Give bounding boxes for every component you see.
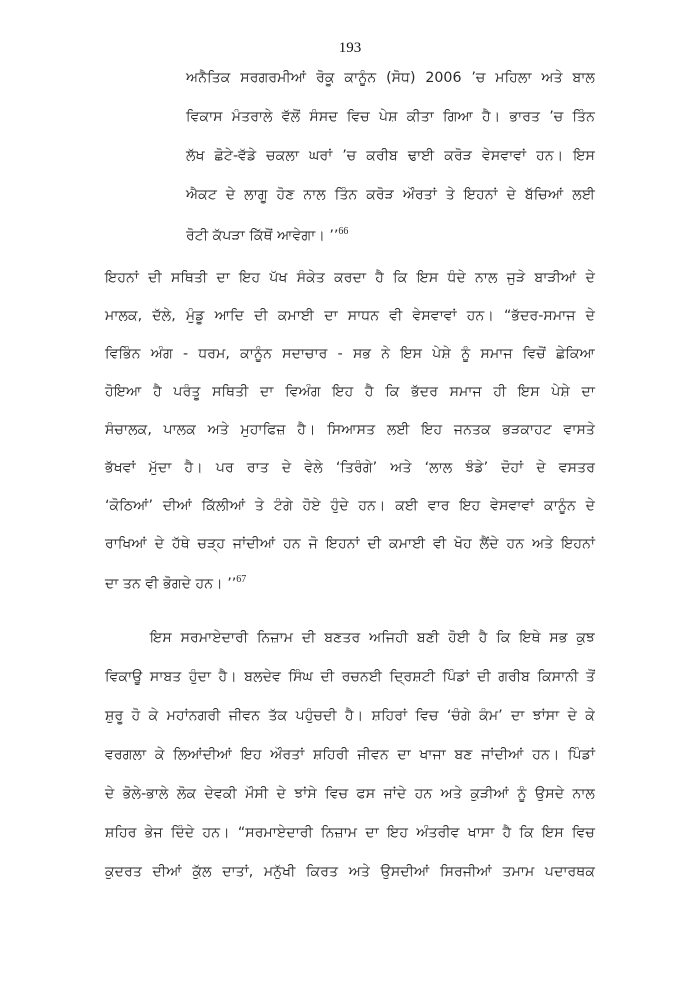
quote-line: ਲੱਖ ਛੋਟੇ-ਵੱਡੇ ਚਕਲਾ ਘਰਾਂ ’ਚ ਕਰੀਬ ਢਾਈ ਕਰੋੜ ਵੇਸਵਾਵਾਂ ਹਨ। ਇਸ xyxy=(186,148,595,164)
paragraph-line: ਵਰਗਲਾ ਕੇ ਲਿਆਂਦੀਆਂ ਇਹ ਔਰਤਾਂ ਸ਼ਹਿਰੀ ਜੀਵਨ ਦਾ ਖਾਜਾ ਬਣ ਜਾਂਦੀਆਂ ਹਨ। ਪਿੰਡਾਂ xyxy=(105,747,595,763)
paragraph-line: ਇਸ ਸਰਮਾਏਦਾਰੀ ਨਿਜ਼ਾਮ ਦੀ ਬਣਤਰ ਅਜਿਹੀ ਬਣੀ ਹੋਈ ਹੈ ਕਿ ਇਥੇ ਸਭ ਕੁਝ xyxy=(150,630,595,646)
paragraph-line: ਰਾਖਿਆਂ ਦੇ ਹੱਥੇ ਚੜ੍ਹ ਜਾਂਦੀਆਂ ਹਨ ਜੋ ਇਹਨਾਂ ਦੀ ਕਮਾਈ ਵੀ ਖੋਹ ਲੈਂਦੇ ਹਨ ਅਤੇ ਇਹਨਾਂ xyxy=(105,536,595,552)
paragraph-line: ਵਿਕਾਊ ਸਾਬਤ ਹੁੰਦਾ ਹੈ। ਬਲਦੇਵ ਸਿੰਘ ਦੀ ਰਚਨਈ ਦ੍ਰਿਸ਼ਟੀ ਪਿੰਡਾਂ ਦੀ ਗਰੀਬ ਕਿਸਾਨੀ ਤੋਂ xyxy=(105,669,595,685)
paragraph-line: ਇਹਨਾਂ ਦੀ ਸਥਿਤੀ ਦਾ ਇਹ ਪੱਖ ਸੰਕੇਤ ਕਰਦਾ ਹੈ ਕਿ ਇਸ ਧੰਦੇ ਨਾਲ ਜੁੜੇ ਬਾੜੀਆਂ ਦੇ xyxy=(105,270,595,286)
paragraph-line: ਸ਼ਹਿਰ ਭੇਜ ਦਿੰਦੇ ਹਨ। “ਸਰਮਾਏਦਾਰੀ ਨਿਜ਼ਾਮ ਦਾ ਇਹ ਅੰਤਰੀਵ ਖਾਸਾ ਹੈ ਕਿ ਇਸ ਵਿਚ xyxy=(105,825,595,841)
paragraph-line: ਭੱਖਵਾਂ ਮੁੱਦਾ ਹੈ। ਪਰ ਰਾਤ ਦੇ ਵੇਲੇ ‘ਤਿਰੰਗੇ’ ਅਤੇ ‘ਲਾਲ ਝੰਡੇ’ ਦੋਹਾਂ ਦੇ ਵਸਤਰ xyxy=(105,460,595,476)
paragraph-line-text: ਦਾ ਤਨ ਵੀ ਭੋਗਦੇ ਹਨ। ’’ xyxy=(105,576,237,592)
paragraph-line: ਹੋਇਆ ਹੈ ਪਰੰਤੂ ਸਥਿਤੀ ਦਾ ਵਿਅੰਗ ਇਹ ਹੈ ਕਿ ਭੱਦਰ ਸਮਾਜ ਹੀ ਇਸ ਪੇਸ਼ੇ ਦਾ xyxy=(105,384,595,400)
footnote-ref: 66 xyxy=(338,226,349,237)
footnote-ref: 67 xyxy=(236,574,247,585)
quote-line: ਵਿਕਾਸ ਮੰਤਰਾਲੇ ਵੱਲੋਂ ਸੰਸਦ ਵਿਚ ਪੇਸ਼ ਕੀਤਾ ਗਿਆ ਹੈ। ਭਾਰਤ ’ਚ ਤਿੰਨ xyxy=(186,109,595,125)
paragraph-line: ਸੰਚਾਲਕ, ਪਾਲਕ ਅਤੇ ਮੁਹਾਫਿਜ਼ ਹੈ। ਸਿਆਸਤ ਲਈ ਇਹ ਜਨਤਕ ਭੜਕਾਹਟ ਵਾਸਤੇ xyxy=(105,422,595,438)
paragraph-line: ਦੇ ਭੋਲੇ-ਭਾਲੇ ਲੋਕ ਦੇਵਕੀ ਮੌਸੀ ਦੇ ਝਾਂਸੇ ਵਿਚ ਫਸ ਜਾਂਦੇ ਹਨ ਅਤੇ ਕੁੜੀਆਂ ਨੂੰ ਉਸਦੇ ਨਾਲ xyxy=(105,786,595,802)
paragraph-line: ਕੁਦਰਤ ਦੀਆਂ ਕੁੱਲ ਦਾਤਾਂ, ਮਨੁੱਖੀ ਕਿਰਤ ਅਤੇ ਉਸਦੀਆਂ ਸਿਰਜੀਆਂ ਤਮਾਮ ਪਦਾਰਥਕ xyxy=(105,864,595,880)
paragraph-line: ਵਿਭਿੰਨ ਅੰਗ - ਧਰਮ, ਕਾਨੂੰਨ ਸਦਾਚਾਰ - ਸਭ ਨੇ ਇਸ ਪੇਸ਼ੇ ਨੂੰ ਸਮਾਜ ਵਿਚੋਂ ਛੇਕਿਆ xyxy=(105,346,595,362)
paragraph-line: ਮਾਲਕ, ਦੱਲੇ, ਮੁੰਡੂ ਆਦਿ ਦੀ ਕਮਾਈ ਦਾ ਸਾਧਨ ਵੀ ਵੇਸਵਾਵਾਂ ਹਨ। “ਭੱਦਰ-ਸਮਾਜ ਦੇ xyxy=(105,308,595,324)
paragraph-line-last xyxy=(105,574,595,592)
quote-line-last xyxy=(186,226,595,244)
quote-line: ਐਕਟ ਦੇ ਲਾਗੂ ਹੋਣ ਨਾਲ ਤਿੰਨ ਕਰੋੜ ਔਰਤਾਂ ਤੇ ਇਹਨਾਂ ਦੇ ਬੱਚਿਆਂ ਲਈ xyxy=(186,187,595,203)
paragraph-line: ਸ਼ੁਰੂ ਹੋ ਕੇ ਮਹਾਂਨਗਰੀ ਜੀਵਨ ਤੱਕ ਪਹੁੰਚਦੀ ਹੈ। ਸ਼ਹਿਰਾਂ ਵਿਚ ‘ਚੰਗੇ ਕੰਮ’ ਦਾ ਝਾਂਸਾ ਦੇ ਕੇ xyxy=(105,708,595,724)
quote-line-text: ਰੋਟੀ ਕੱਪੜਾ ਕਿੱਥੋਂ ਆਵੇਗਾ। ’’ xyxy=(186,228,339,244)
page-number: 193 xyxy=(338,40,362,56)
paragraph-line: ‘ਕੋਠਿਆਂ’ ਦੀਆਂ ਕਿੱਲੀਆਂ ਤੇ ਟੰਗੇ ਹੋਏ ਹੁੰਦੇ ਹਨ। ਕਈ ਵਾਰ ਇਹ ਵੇਸਵਾਵਾਂ ਕਾਨੂੰਨ ਦੇ xyxy=(105,498,595,514)
quote-line: ਅਨੈਤਿਕ ਸਰਗਰਮੀਆਂ ਰੋਕੂ ਕਾਨੂੰਨ (ਸੋਧ) 2006 ’ਚ ਮਹਿਲਾ ਅਤੇ ਬਾਲ xyxy=(186,70,595,86)
